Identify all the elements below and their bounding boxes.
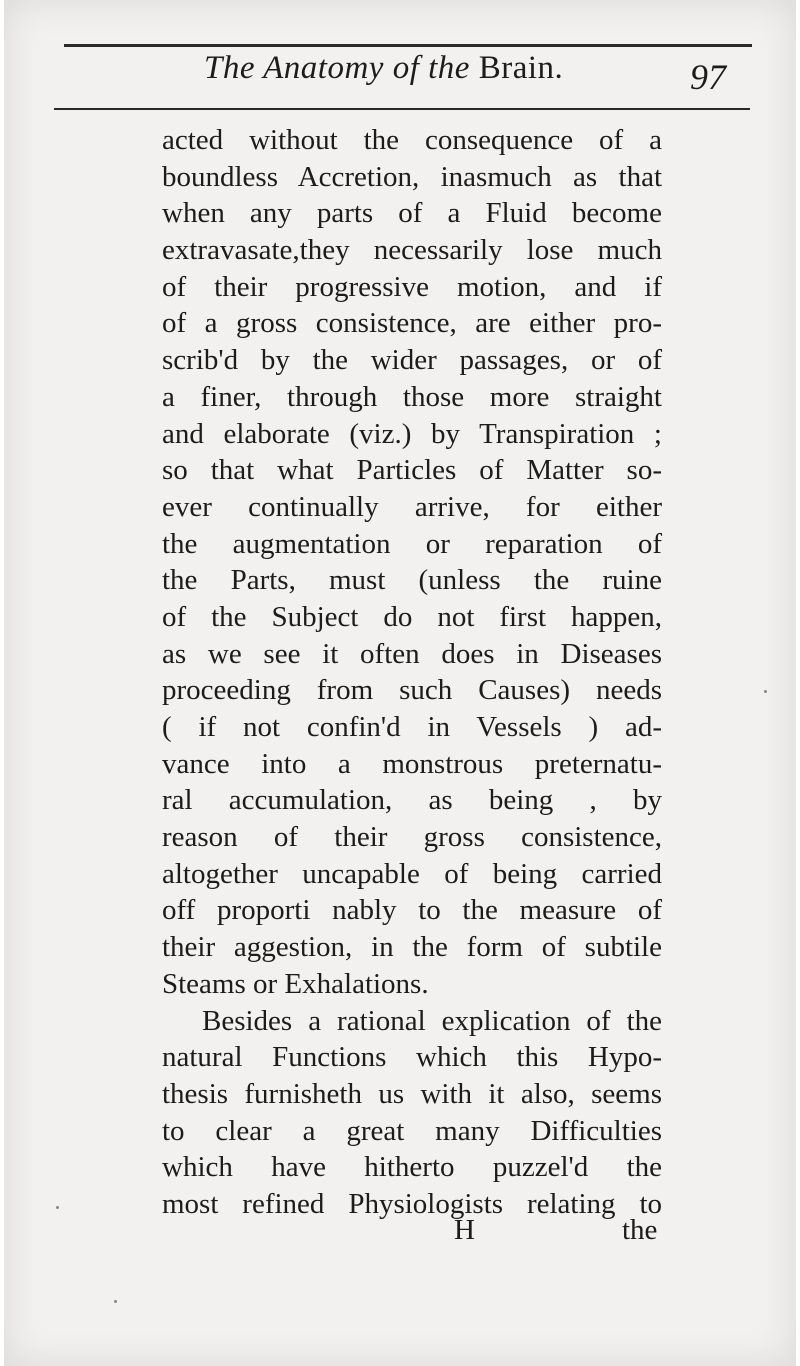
text-line: boundless Accretion, inasmuch as that xyxy=(162,160,662,193)
paper-speck xyxy=(114,1300,117,1303)
text-line: when any parts of a Fluid become xyxy=(162,197,662,230)
paragraph-start-line: Besides a rational explication of the xyxy=(202,1004,662,1037)
running-head-roman: Brain. xyxy=(478,50,564,86)
paper-speck xyxy=(56,1206,59,1209)
text-line: the Parts, must (unless the ruine xyxy=(162,564,662,597)
paragraph-end-line: Steams or Exhalations. xyxy=(162,967,429,1000)
text-line: off proporti nably to the measure of xyxy=(162,894,662,927)
text-line: thesis furnisheth us with it also, seems xyxy=(162,1077,662,1110)
text-line: so that what Particles of Matter so- xyxy=(162,454,662,487)
body-text xyxy=(162,122,662,1223)
running-head xyxy=(204,50,563,87)
text-line: scrib'd by the wider passages, or of xyxy=(162,344,662,377)
text-line: their aggestion, in the form of subtile xyxy=(162,931,662,964)
header-top-rule xyxy=(64,44,752,47)
text-line: of their progressive motion, and if xyxy=(162,270,662,303)
text-line: a finer, through those more straight xyxy=(162,380,662,413)
text-line: of a gross consistence, are either pro- xyxy=(162,307,662,340)
paper-speck xyxy=(764,690,767,693)
page-number: 97 xyxy=(690,57,726,97)
header-bottom-rule xyxy=(54,108,750,110)
text-line: ( if not confin'd in Vessels ) ad- xyxy=(162,711,662,743)
text-line: proceeding from such Causes) needs xyxy=(162,674,662,707)
text-line: altogether uncapable of being carried xyxy=(162,857,662,890)
text-line: ever continually arrive, for either xyxy=(162,490,662,523)
text-line: as we see it often does in Diseases xyxy=(162,637,662,670)
text-line: of the Subject do not first happen, xyxy=(162,600,662,633)
book-page xyxy=(4,0,796,1366)
text-line: most refined Physiologists relating to xyxy=(162,1187,662,1220)
text-line: ral accumulation, as being , by xyxy=(162,784,662,817)
text-line: to clear a great many Difficulties xyxy=(162,1114,662,1147)
text-line: and elaborate (viz.) by Transpiration ; xyxy=(162,417,662,450)
text-line: acted without the consequence of a xyxy=(162,124,662,156)
text-line: the augmentation or reparation of xyxy=(162,527,662,560)
catchword: the xyxy=(622,1214,658,1246)
running-head-italic: The Anatomy of the xyxy=(204,50,470,86)
signature-mark: H xyxy=(454,1214,475,1246)
text-line: natural Functions which this Hypo- xyxy=(162,1041,662,1074)
text-line: reason of their gross consistence, xyxy=(162,821,662,854)
text-line: extravasate,they necessarily lose much xyxy=(162,234,662,267)
text-line: vance into a monstrous preternatu- xyxy=(162,747,662,780)
text-line: which have hitherto puzzel'd the xyxy=(162,1151,662,1184)
